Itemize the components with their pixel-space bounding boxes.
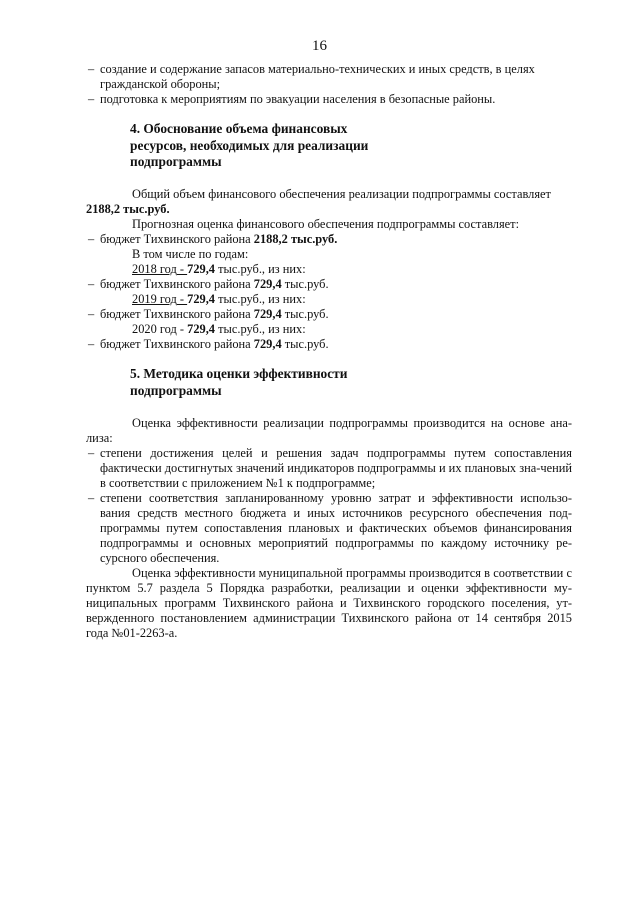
budget-total-line: – бюджет Тихвинского района 2188,2 тыс.руб. xyxy=(86,232,572,247)
year-line: 2018 год - 729,4 тыс.руб., из них: xyxy=(132,262,306,276)
list-item: – подготовка к мероприятиям по эвакуации населения в безопасные районы. xyxy=(86,92,572,107)
forecast-line: Прогнозная оценка финансового обеспечения подпрограммы составляет: xyxy=(132,217,520,231)
section4-heading: 4. Обоснование объема финансовых ресурсов, необходимых для реализации подпрограммы xyxy=(130,121,369,169)
list-item: – степени достижения целей и решения задач подпрограммы путем сопоставления фактически достигнутых значений индикаторов подпрограммы и их плановых зна-чений в соответствии с приложением №1 к подпрограмме; xyxy=(86,446,572,491)
year-budget-line: – бюджет Тихвинского района 729,4 тыс.руб. xyxy=(86,307,572,322)
page-number: 16 xyxy=(312,38,327,54)
year-line: 2019 год - 729,4 тыс.руб., из них: xyxy=(132,292,306,306)
closing-paragraph: Оценка эффективности муниципальной программы производится в соответствии с пунктом 5.7 раздела 5 Порядка разработки, реализации и оценки эффективности му-ниципальных программ Тихвинского района и Тихвинского городского поселения, ут-вержденного постановлением администрации Тихвинского района от 14 сентября 2015 года №01-2263-а. xyxy=(86,566,572,640)
section4-body xyxy=(86,187,572,352)
list-item: – степени соответствия запланированному уровню затрат и эффективности использо-вания средств местного бюджета и иных источников ресурсного обеспечения под-программы путем сопоставления плановых и фактических объемов финансирования подпрограммы и основных мероприятий подпрограммы по каждому источнику ре-сурсного обеспечения. xyxy=(86,491,572,566)
section5-heading: 5. Методика оценки эффективности подпрограммы xyxy=(130,366,348,398)
list-item: – создание и содержание запасов материально-технических и иных средств, в целях гражданской обороны; xyxy=(86,62,572,92)
year-line: 2020 год - 729,4 тыс.руб., из них: xyxy=(132,322,306,336)
by-years-label: В том числе по годам: xyxy=(132,247,249,261)
top-list xyxy=(86,62,572,107)
total-value: 2188,2 тыс.руб. xyxy=(86,202,170,216)
intro-paragraph: Оценка эффективности реализации подпрограммы производится на основе ана-лиза: xyxy=(86,416,572,445)
section5-body xyxy=(86,416,572,641)
year-budget-line: – бюджет Тихвинского района 729,4 тыс.руб. xyxy=(86,277,572,292)
total-paragraph: Общий объем финансового обеспечения реализации подпрограммы составляет 2188,2 тыс.руб. xyxy=(86,187,551,216)
year-budget-line: – бюджет Тихвинского района 729,4 тыс.руб. xyxy=(86,337,572,352)
